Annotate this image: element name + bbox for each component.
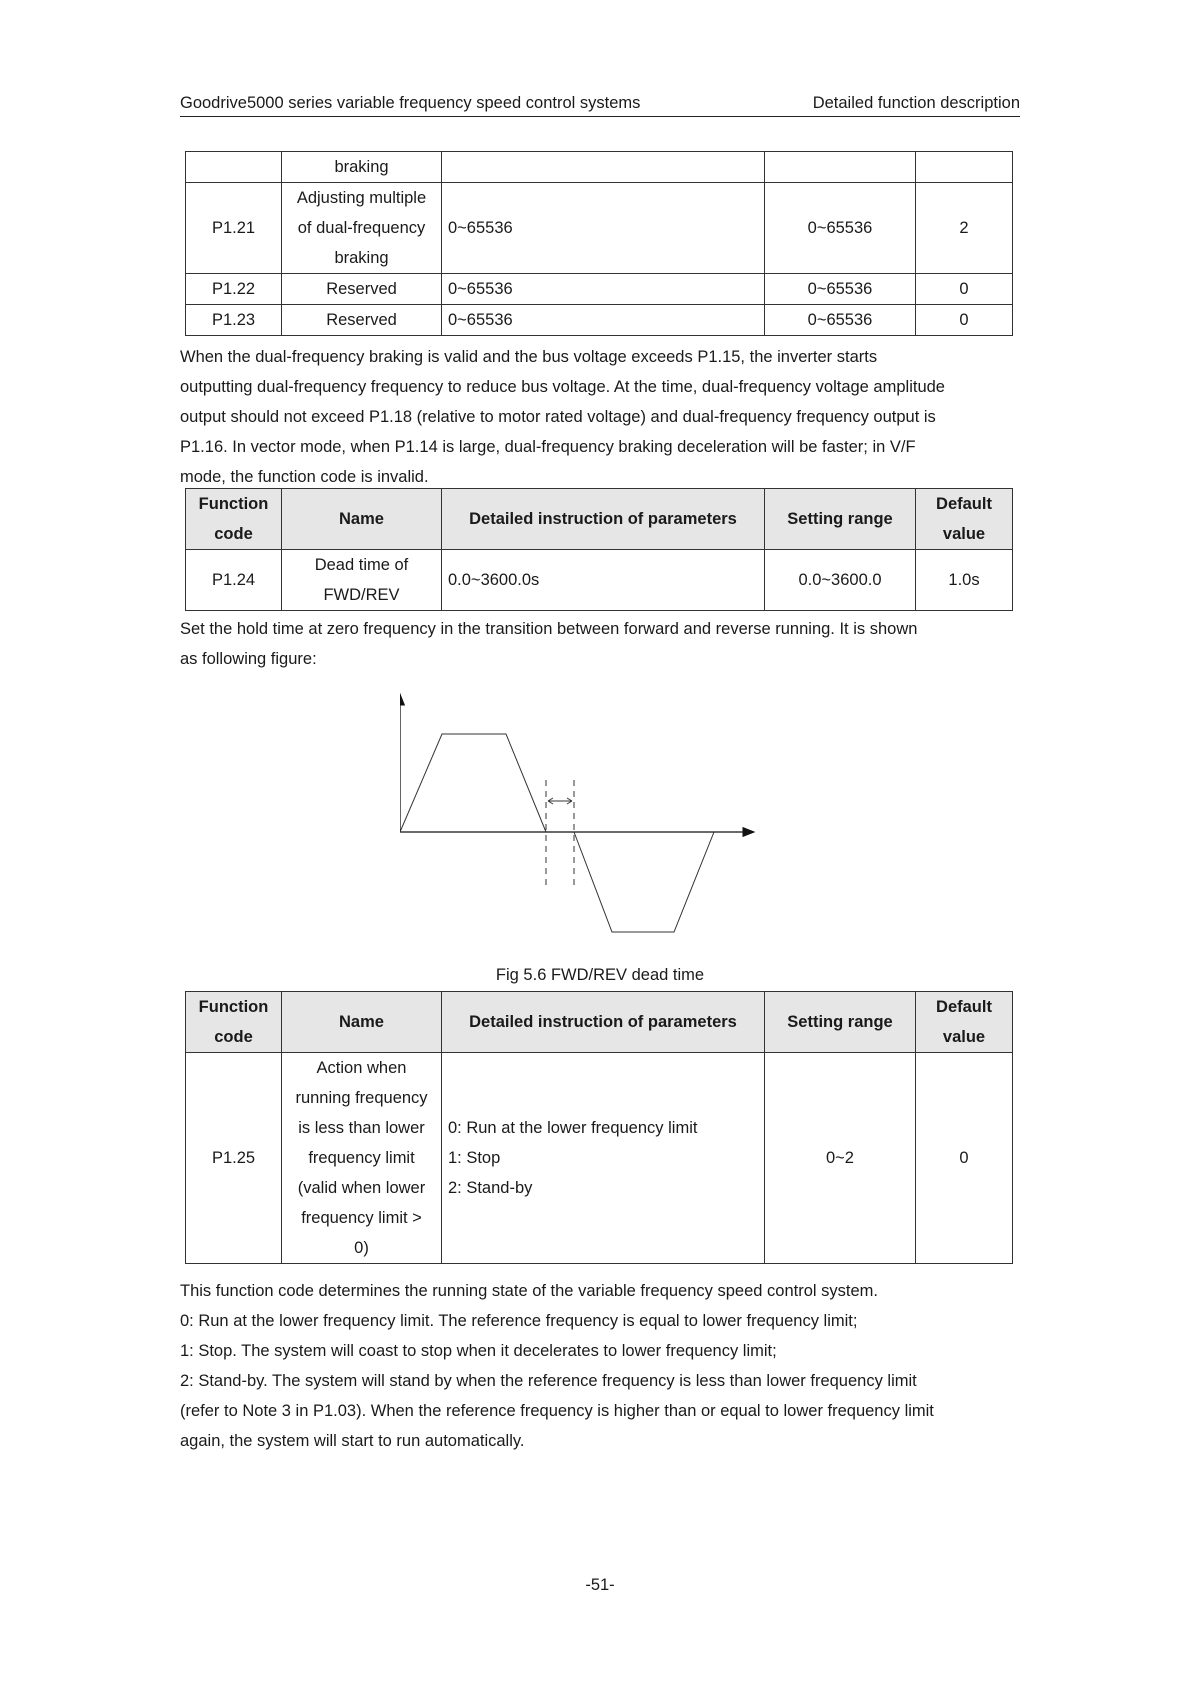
paragraph-lower-limit-action: This function code determines the running state of the variable frequency speed control system. 0: Run at the lower frequency limit. The reference frequency is equal to lower frequency limit; 1: Stop. The system will coast to stop when it decelerates to lower frequency limit; 2: Stand-by. The system will stand by when the reference frequency is less than lower frequency limit (refer to Note 3 in P1.03). When the reference frequency is higher than or equal to lower frequency limit again, the system will start to run automatically. [180,1282,934,1450]
forward-frequency-curve [400,734,546,832]
param-code: P1.23 [186,305,282,336]
table-row [186,152,1013,183]
param-detail: 0~65536 [442,274,765,305]
parameter-table-p1-21 [185,151,1013,336]
parameter-table-p1-25 [185,991,1013,1264]
param-range: 0~65536 [765,183,916,274]
reverse-frequency-curve [574,832,714,932]
param-default: 0 [916,1053,1013,1264]
header-title: Goodrive5000 series variable frequency speed control systems [180,94,641,112]
table-header-row [186,992,1013,1053]
param-code: P1.21 [186,183,282,274]
param-default: 1.0s [916,550,1013,611]
param-name: Reserved [282,274,442,305]
param-default: 0 [916,305,1013,336]
param-code: P1.25 [186,1053,282,1264]
header-detail: Detailed instruction of parameters [442,992,765,1053]
table-row [186,183,1013,274]
param-detail: 0~65536 [442,305,765,336]
param-default: 2 [916,183,1013,274]
fwd-rev-dead-time-figure [400,690,800,940]
param-name: Action when running frequency is less than lower frequency limit (valid when lower frequency limit > 0) [282,1053,442,1264]
header-detail: Detailed instruction of parameters [442,489,765,550]
param-name: braking [282,152,442,183]
header-name: Name [282,489,442,550]
paragraph-dual-frequency-braking: When the dual-frequency braking is valid and the bus voltage exceeds P1.15, the inverter starts outputting dual-frequency frequency to reduce bus voltage. At the time, dual-frequency voltage amplitude output should not exceed P1.18 (relative to motor rated voltage) and dual-frequency frequency output is P1.16. In vector mode, when P1.14 is large, dual-frequency braking deceleration will be faster; in V/F mode, the function code is invalid. [180,348,945,486]
table-row [186,274,1013,305]
paragraph-dead-time: Set the hold time at zero frequency in the transition between forward and reverse running. It is shown as following figure: [180,620,918,668]
header-setting-range: Setting range [765,489,916,550]
parameter-table-p1-24 [185,488,1013,611]
page-number: -51- [585,1576,615,1594]
table-row [186,305,1013,336]
param-detail: 0~65536 [442,183,765,274]
param-range: 0~65536 [765,274,916,305]
param-detail: 0.0~3600.0s [442,550,765,611]
running-header [180,92,1020,117]
param-range: 0~2 [765,1053,916,1264]
header-name: Name [282,992,442,1053]
param-name: Dead time of FWD/REV [282,550,442,611]
param-range: 0~65536 [765,305,916,336]
table-row [186,550,1013,611]
header-setting-range: Setting range [765,992,916,1053]
figure-caption: Fig 5.6 FWD/REV dead time [495,966,705,984]
header-section: Detailed function description [812,94,1020,112]
param-code: P1.22 [186,274,282,305]
header-function-code: Function code [186,489,282,550]
header-default-value: Default value [916,992,1013,1053]
param-detail: 0: Run at the lower frequency limit 1: Stop 2: Stand-by [442,1053,765,1264]
param-code: P1.24 [186,550,282,611]
param-name: Adjusting multiple of dual-frequency braking [282,183,442,274]
param-name: Reserved [282,305,442,336]
header-default-value: Default value [916,489,1013,550]
param-range: 0.0~3600.0 [765,550,916,611]
table-row [186,1053,1013,1264]
param-default: 0 [916,274,1013,305]
table-header-row [186,489,1013,550]
header-function-code: Function code [186,992,282,1053]
